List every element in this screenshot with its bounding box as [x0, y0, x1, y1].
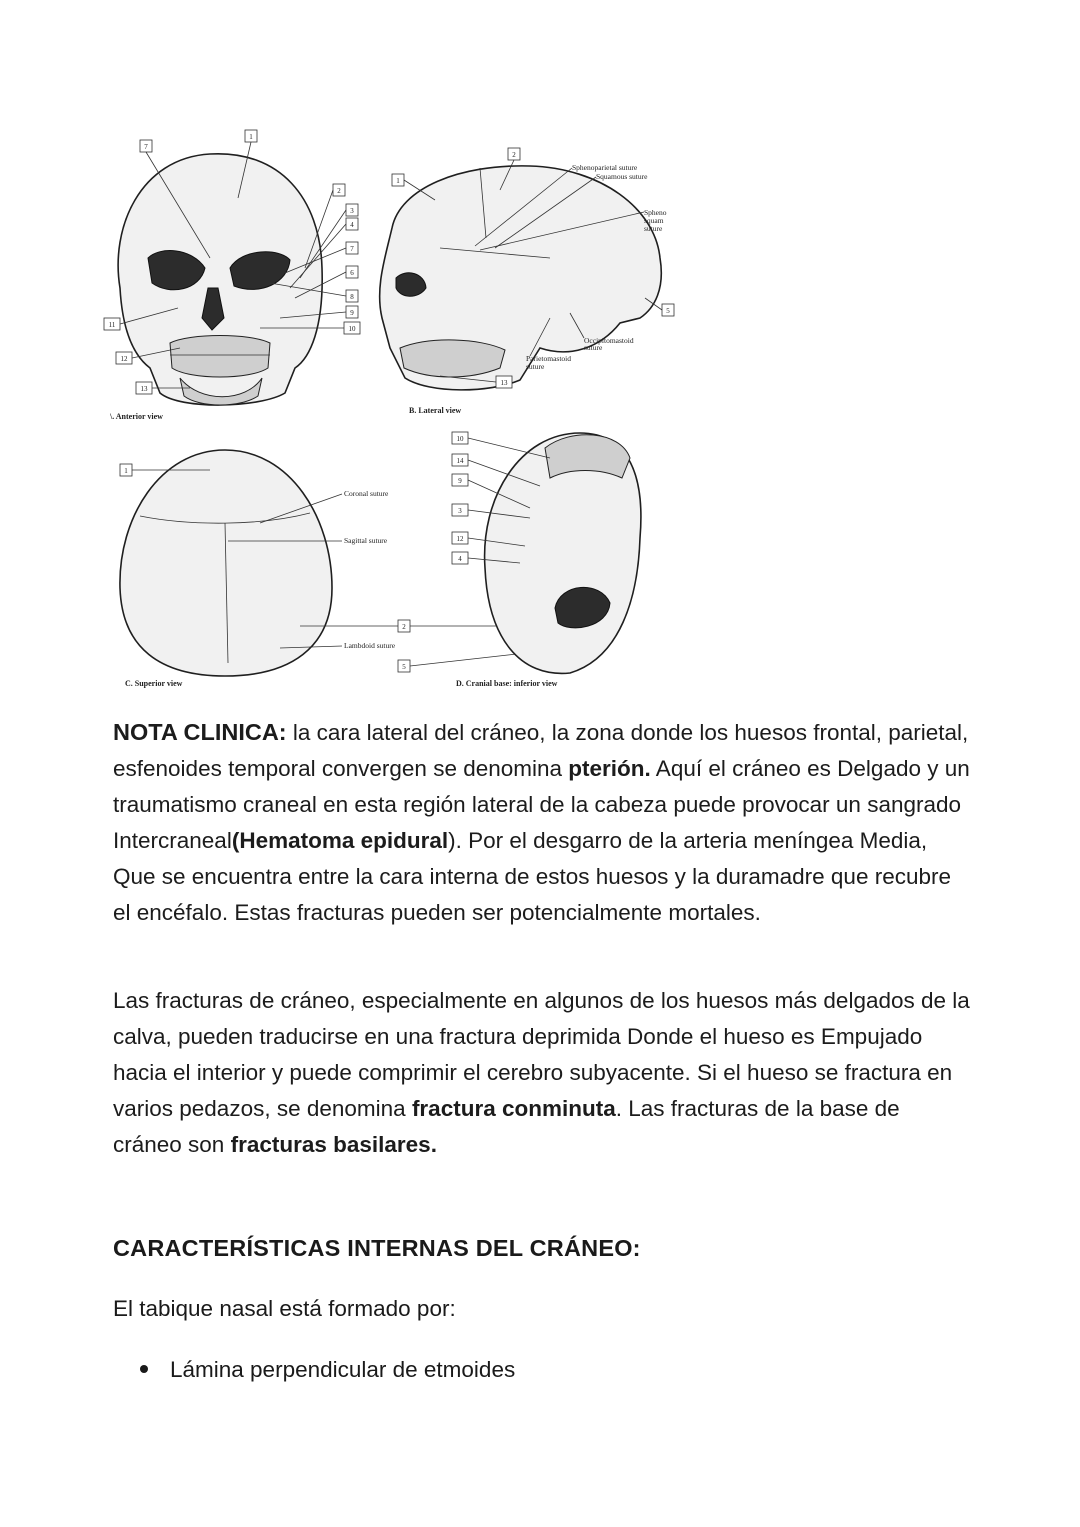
occipitomastoid-suture-label-2: suture	[584, 343, 603, 352]
bullet-icon	[140, 1365, 148, 1373]
list-item-text: Lámina perpendicular de etmoides	[170, 1357, 516, 1382]
fractures-text-2: . Las fracturas de la base de cráneo son	[113, 1096, 900, 1157]
inferior-num-10: 10	[456, 435, 464, 443]
skull-figure	[100, 118, 690, 694]
fractures-paragraph	[113, 983, 973, 1163]
skull-illustration	[100, 118, 690, 694]
anterior-num-8: 8	[350, 293, 354, 301]
anterior-num-5: 4	[350, 221, 354, 229]
lateral-num-1: 1	[396, 177, 400, 185]
squamous-suture-label: Squamous suture	[596, 172, 648, 181]
superior-view-label: C. Superior view	[125, 679, 183, 688]
anterior-num-13: 13	[140, 385, 148, 393]
sphenoparietal-suture-label: Sphenoparietal suture	[572, 163, 638, 172]
lateral-num-13: 13	[500, 379, 508, 387]
section-heading: CARACTERÍSTICAS INTERNAS DEL CRÁNEO:	[113, 1235, 641, 1261]
parietomastoid-suture-label-2: suture	[526, 362, 545, 371]
fractures-bold-basilares: fracturas basilares.	[230, 1132, 437, 1157]
superior-num-1: 1	[124, 467, 128, 475]
anterior-num-7: 6	[350, 269, 354, 277]
clinical-note-text-3: ). Por el desgarro de la arteria meníngea Media, Que se encuentra entre la cara interna de estos huesos y la duramadre que recubre el encéfalo. Estas fracturas pueden ser potencialmente mortales.	[113, 828, 952, 925]
anterior-num-2: 1	[249, 133, 253, 141]
list-item	[140, 1357, 515, 1383]
inferior-num-4: 4	[458, 555, 462, 563]
anterior-num-4: 3	[350, 207, 354, 215]
clinical-note-text-2: Aquí el cráneo es Delgado y un traumatismo craneal en esta región lateral de la cabeza puede provocar un sangrado Intercraneal	[113, 756, 970, 853]
parietomastoid-suture-label-1: Parietomastoid	[526, 354, 571, 363]
anterior-view	[104, 130, 360, 421]
inferior-num-14: 14	[456, 457, 464, 465]
lateral-view-label: B. Lateral view	[409, 406, 462, 415]
clinical-note-paragraph	[113, 714, 973, 931]
clinical-note-text-1: la cara lateral del cráneo, la zona donde los huesos frontal, parietal, esfenoides temporal convergen se denomina	[113, 720, 969, 781]
superior-num-2: 2	[402, 623, 406, 631]
anterior-num-3: 2	[337, 187, 341, 195]
anterior-num-10: 10	[348, 325, 356, 333]
lambdoid-suture-label: Lambdoid suture	[344, 641, 396, 650]
anterior-num-9: 9	[350, 309, 354, 317]
inferior-num-9: 9	[458, 477, 462, 485]
inferior-num-12: 12	[456, 535, 464, 543]
fractures-bold-conminuta: fractura conminuta	[411, 1096, 616, 1121]
clinical-note-bold-pterion: pterión.	[568, 756, 651, 781]
spheno-squamous-suture-label-1: Spheno	[644, 208, 667, 217]
intro-text: El tabique nasal está formado por:	[113, 1296, 456, 1321]
anterior-num-11: 11	[108, 321, 116, 329]
fractures-text-1: Las fracturas de cráneo, especialmente en algunos de los huesos más delgados de la calva, pueden traducirse en una fractura deprimida Donde el hueso es Empujado hacia el interior y puede comprimir el cerebro subyacente. Si el hueso se fractura en varios pedazos, se denomina	[113, 988, 970, 1121]
anterior-view-label: \. Anterior view	[110, 412, 163, 421]
occipitomastoid-suture-label-1: Occipitomastoid	[584, 336, 634, 345]
clinical-note-bold-hematoma: (Hematoma epidural	[231, 828, 449, 853]
lateral-num-5: 5	[666, 307, 670, 315]
anterior-num-12: 12	[120, 355, 128, 363]
coronal-suture-label: Coronal suture	[344, 489, 389, 498]
anterior-num-1: 7	[144, 143, 148, 151]
inferior-view-label: D. Cranial base: inferior view	[456, 679, 558, 688]
superior-num-5: 5	[402, 663, 406, 671]
spheno-squamous-suture-label-3: suture	[644, 224, 663, 233]
lateral-view	[380, 148, 674, 415]
clinical-note-label: NOTA CLINICA:	[113, 719, 287, 745]
inferior-view	[452, 432, 641, 688]
anterior-num-6: 7	[350, 245, 354, 253]
sagittal-suture-label: Sagittal suture	[344, 536, 388, 545]
lateral-num-2: 2	[512, 151, 516, 159]
inferior-num-3: 3	[458, 507, 462, 515]
spheno-squamous-suture-label-2: squam	[644, 216, 664, 225]
